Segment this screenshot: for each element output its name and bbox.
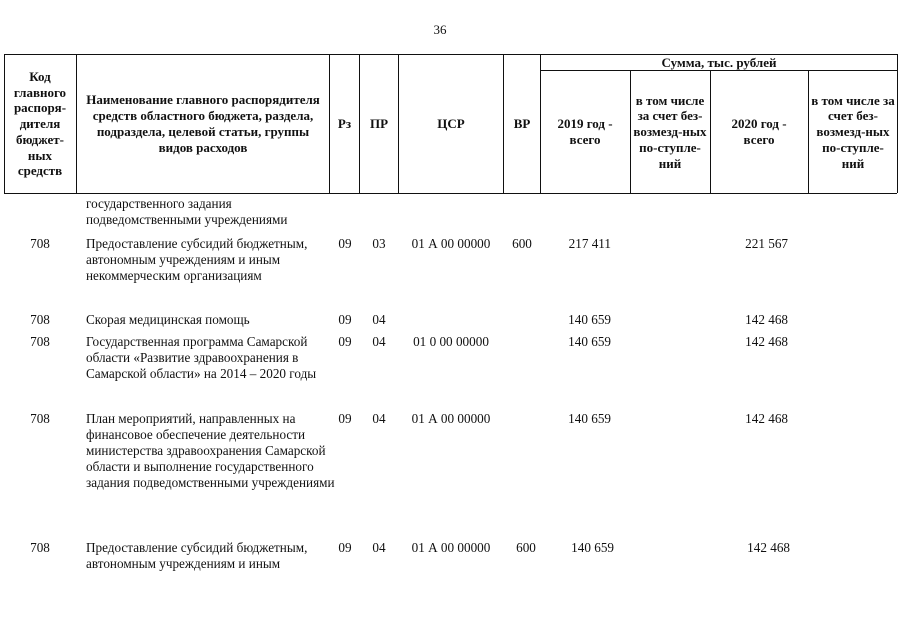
header-summa: Сумма, тыс. рублей [661,54,777,70]
header-2020-bezv: в том числе за счет без-возмезд-ных по-ступле-ний [811,92,895,171]
cell-rz: 09 [338,236,352,251]
header-bottom-border [4,193,897,194]
header-csr: ЦСР [437,116,465,132]
col-border [897,54,898,193]
header-naimenovanie: Наименование главного распорядителя средств областного бюджета, раздела, подраздела, целевой статьи, группы видов расходов [86,92,320,155]
cell-rz: 09 [338,411,352,426]
cell-sum-2020: 142 468 [747,540,790,555]
cell-kod: 708 [30,334,50,349]
col-border [540,54,541,193]
cell-sum-2020: 142 468 [745,334,788,349]
cell-kod: 708 [30,236,50,251]
cell-name: Государственная программа Самарской области «Развитие здравоохранения в Самарской области» на 2014 – 2020 годы [86,334,317,381]
col-border [630,70,631,193]
header-2019-bezv: в том числе за счет без-возмезд-ных по-ступле-ний [633,92,707,171]
header-2020: 2020 год - всего [731,116,787,147]
cell-name: План мероприятий, направленных на финансовое обеспечение деятельности министерства здравоохранения Самарской области и выполнение государственного задания подведомственными учреждениями [86,411,335,490]
cell-vr: 600 [512,236,532,251]
col-border [76,54,77,193]
cell-name: Предоставление субсидий бюджетным, автономным учреждениям и иным [86,540,308,571]
continuation-text: государственного задания подведомственными учреждениями [86,196,288,227]
cell-kod: 708 [30,312,50,327]
cell-sum-2019: 140 659 [571,540,614,555]
cell-name: Скорая медицинская помощь [86,312,250,327]
page-number: 36 [433,22,447,37]
cell-rz: 09 [338,312,352,327]
cell-sum-2019: 140 659 [568,411,611,426]
cell-pr: 04 [372,312,386,327]
cell-pr: 04 [372,411,386,426]
header-vr: ВР [513,116,531,132]
cell-sum-2020: 221 567 [745,236,788,251]
cell-sum-2019: 140 659 [568,334,611,349]
cell-csr: 01 0 00 00000 [413,334,489,349]
cell-pr: 04 [372,334,386,349]
header-rz: Рз [337,116,352,132]
cell-name: Предоставление субсидий бюджетным, автономным учреждениям и иным некоммерческим организациям [86,236,308,283]
cell-rz: 09 [338,540,352,555]
cell-csr: 01 А 00 00000 [411,540,491,555]
cell-csr: 01 А 00 00000 [411,411,491,426]
cell-rz: 09 [338,334,352,349]
header-2019: 2019 год - всего [557,116,613,147]
cell-sum-2020: 142 468 [745,411,788,426]
header-pr: ПР [369,116,389,132]
cell-kod: 708 [30,411,50,426]
cell-vr: 600 [516,540,536,555]
col-border [710,70,711,193]
cell-kod: 708 [30,540,50,555]
header-kod: Код главного распоря-дителя бюджет-ных средств [13,68,67,179]
cell-pr: 04 [372,540,386,555]
cell-sum-2019: 217 411 [568,236,611,251]
cell-sum-2019: 140 659 [568,312,611,327]
cell-pr: 03 [372,236,386,251]
col-border [808,70,809,193]
cell-csr: 01 А 00 00000 [411,236,491,251]
cell-sum-2020: 142 468 [745,312,788,327]
